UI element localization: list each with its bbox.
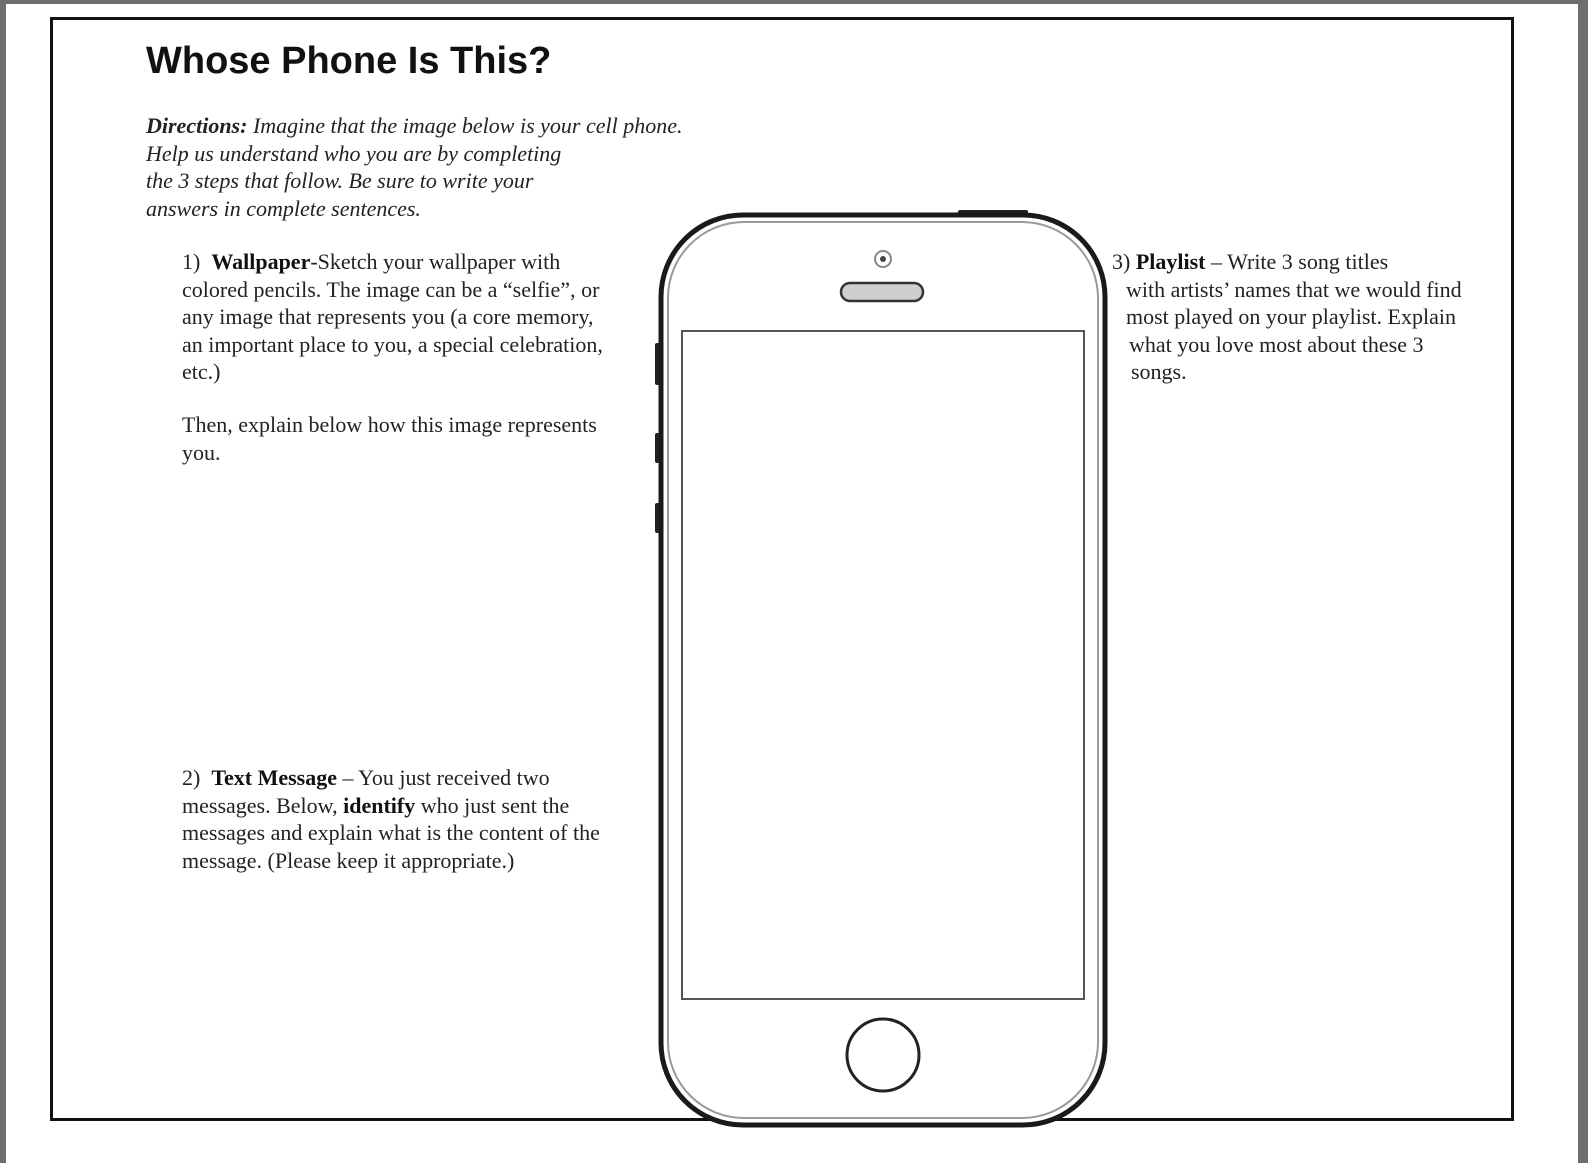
step-text-message-line-4: message. (Please keep it appropriate.)	[182, 847, 515, 873]
step-number: 1)	[182, 249, 201, 274]
step-number: 2)	[182, 765, 201, 790]
step-wallpaper-line-1	[182, 248, 652, 276]
step-heading: Playlist	[1135, 249, 1206, 274]
step-text-message	[182, 764, 652, 874]
step-wallpaper-explain-line-2: you.	[182, 439, 221, 465]
earpiece-speaker	[841, 283, 923, 301]
step-text-message-line-3: messages and explain what is the content of the	[182, 820, 600, 845]
step-wallpaper-line-2: colored pencils. The image can be a “selfie”, or	[182, 276, 600, 302]
step-wallpaper-explain-line-1: Then, explain below how this image represents	[182, 412, 597, 437]
step-wallpaper	[182, 248, 652, 386]
step-text-message-line-2	[182, 792, 652, 820]
directions-text: Imagine that the image below is your cell phone.	[247, 113, 683, 138]
directions-line-1	[146, 112, 746, 140]
step-text: -Sketch your wallpaper with	[310, 249, 561, 274]
step-heading: Text Message	[211, 765, 337, 790]
directions-line-4: answers in complete sentences.	[146, 195, 421, 221]
phone-outline-illustration	[655, 205, 1115, 1130]
phone-screen	[682, 331, 1084, 999]
step-playlist-line-2: with artists’ names that we would find	[1126, 276, 1462, 302]
step-wallpaper-line-4: an important place to you, a special celebration,	[182, 331, 603, 357]
step-playlist-line-5: songs.	[1131, 359, 1187, 384]
step-playlist-line-4: what you love most about these 3	[1129, 331, 1424, 357]
page-title: Whose Phone Is This?	[146, 40, 552, 82]
step-text: who just sent the	[415, 792, 570, 818]
directions-label: Directions:	[146, 113, 248, 138]
emphasis-identify: identify	[343, 792, 416, 818]
step-playlist	[1112, 248, 1526, 386]
step-text-message-line-1	[182, 764, 652, 792]
step-text: – Write 3 song titles	[1205, 249, 1389, 274]
step-wallpaper-explain	[182, 411, 652, 466]
camera-lens	[880, 256, 886, 262]
step-text: messages. Below,	[182, 792, 344, 818]
step-wallpaper-line-5: etc.)	[182, 359, 221, 384]
step-heading: Wallpaper	[211, 249, 311, 274]
step-wallpaper-line-3: any image that represents you (a core memory,	[182, 304, 594, 329]
step-playlist-line-3: most played on your playlist. Explain	[1126, 304, 1456, 329]
home-button	[847, 1019, 919, 1091]
step-playlist-line-1	[1112, 248, 1526, 276]
step-number: 3)	[1112, 249, 1131, 274]
directions-line-3: the 3 steps that follow. Be sure to write your	[146, 168, 534, 193]
directions-line-2: Help us understand who you are by completing	[146, 140, 562, 166]
step-text: – You just received two	[337, 765, 550, 790]
